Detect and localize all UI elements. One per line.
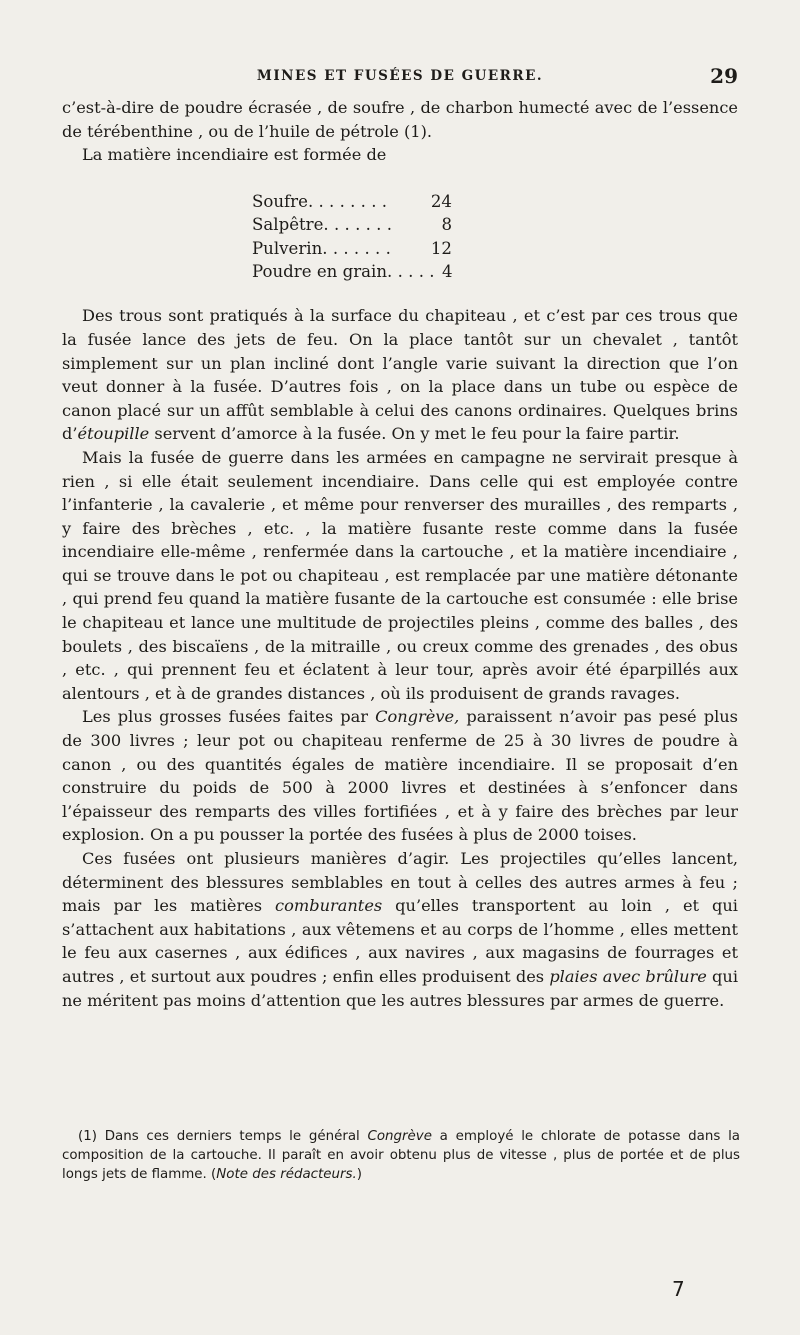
body-text [62,96,738,1012]
text-run: Des trous sont pratiqués à la surface du chapiteau , et c’est par ces trous que la fusée lance des jets de feu. On la place tantôt sur un chevalet , tantôt simplement sur un plan incliné dont l’angle varie suivant la direction que l’on veut donner à la fusée. D’autres fois , on la place dans un tube ou espèce de canon placé sur un affût semblable à celui des canons ordinaires. Quelques brins d’ [62,306,738,444]
ingredient-quantity: 24 [430,191,452,211]
italic-term: plaies avec brûlure [549,966,707,986]
text-run: servent d’amorce à la fusée. On y met le feu pour la faire partir. [149,424,680,444]
ingredient-quantity: 8 [441,215,452,235]
signature-mark: 7 [672,1277,685,1301]
composition-row [252,260,452,283]
paragraph-trous [62,304,738,446]
ingredient-quantity: 12 [430,238,452,258]
paragraph-intro-composition: La matière incendiaire est formée de [82,145,387,165]
paragraph-manieres [62,847,738,1012]
composition-row [252,213,452,236]
text-run: qui ne méritent pas moins d’attention que les autres blessures par armes de guerre. [62,966,739,1010]
text-run: Ces fusées ont plusieurs manières d’agir. Les projectiles qu’elles lancent, déterminent des blessures semblables en tout à celles des autres armes à feu ; mais par les matières [62,849,738,916]
italic-term: comburantes [275,896,383,916]
italic-term: étoupille [77,424,150,444]
paragraph-continuation: c’est-à-dire de poudre écrasée , de soufre , de charbon humecté avec de l’essence de térébenthine , ou de l’huile de pétrole (1). [62,98,738,141]
composition-table [252,190,452,284]
paragraph-congreve [62,705,738,847]
text-run: (1) Dans ces derniers temps le général [78,1129,368,1144]
composition-row [252,190,452,213]
paragraph-fusee-de-guerre: Mais la fusée de guerre dans les armées en campagne ne servirait presque à rien , si elle était seulement incendiaire. Dans celle qui est employée contre l’infanterie , la cavalerie , et même pour renverser des murailles , des remparts , y faire des brèches , etc. , la matière fusante reste comme dans la fusée incendiaire elle-même , renfermée dans la cartouche , et la matière incendiaire , qui se trouve dans le pot ou chapiteau , est remplacée par une matière détonante , qui prend feu quand la matière fusante de la cartouche est consumée : elle brise le chapiteau et lance une multitude de projectiles pleins , comme des balles , des boulets , des biscaïens , de la mitraille , ou creux comme des grenades , des obus , etc. , qui prennent feu et éclatent à leur tour, après avoir été éparpillés aux alentours , et à de grandes distances , où ils produisent de grands ravages. [62,447,738,703]
running-head [60,66,740,90]
text-run: Les plus grosses fusées faites par [82,707,376,727]
footnote [62,1127,740,1184]
ingredient-name: Poudre en grain. . . . . [252,261,435,281]
ingredient-name: Soufre. . . . . . . . [252,191,388,211]
italic-name: Congrève [367,1129,432,1144]
ingredient-name: Pulverin. . . . . . . [252,238,391,258]
text-run: paraissent n’avoir pas pesé plus de 300 livres ; leur pot ou chapiteau renferme de 25 à 30 livres de poudre à canon , ou des quantités égales de matière incendiaire. Il se proposait d’en construire du poids de 500 à 2000 livres et destinées à s’enfoncer dans l’épaisseur des remparts des villes fortifiées , et à y faire des brèches par leur explosion. On a pu pousser la portée des fusées à plus de 2000 toises. [62,707,738,845]
page-number: 29 [710,64,738,88]
italic-note: Note des rédacteurs. [216,1167,357,1182]
text-run: ) [356,1167,362,1182]
text-run: qu’elles transportent au loin , et qui s’attachent aux habitations , aux vêtemens et au corps de l’homme , elles mettent le feu aux casernes , aux édifices , aux navires , aux magasins de fourrages et autres , et surtout aux poudres ; enfin elles produisent des [62,896,738,986]
text-run: a employé le chlorate de potasse dans la composition de la cartouche. Il paraît en avoir obtenu plus de vitesse , plus de portée et de plus longs jets de flamme. ( [62,1129,740,1182]
running-title: MINES ET FUSÉES DE GUERRE. [256,68,544,84]
italic-name: Congrève, [375,707,460,727]
composition-row [252,237,452,260]
ingredient-name: Salpêtre. . . . . . . [252,215,393,235]
ingredient-quantity: 4 [441,261,453,281]
